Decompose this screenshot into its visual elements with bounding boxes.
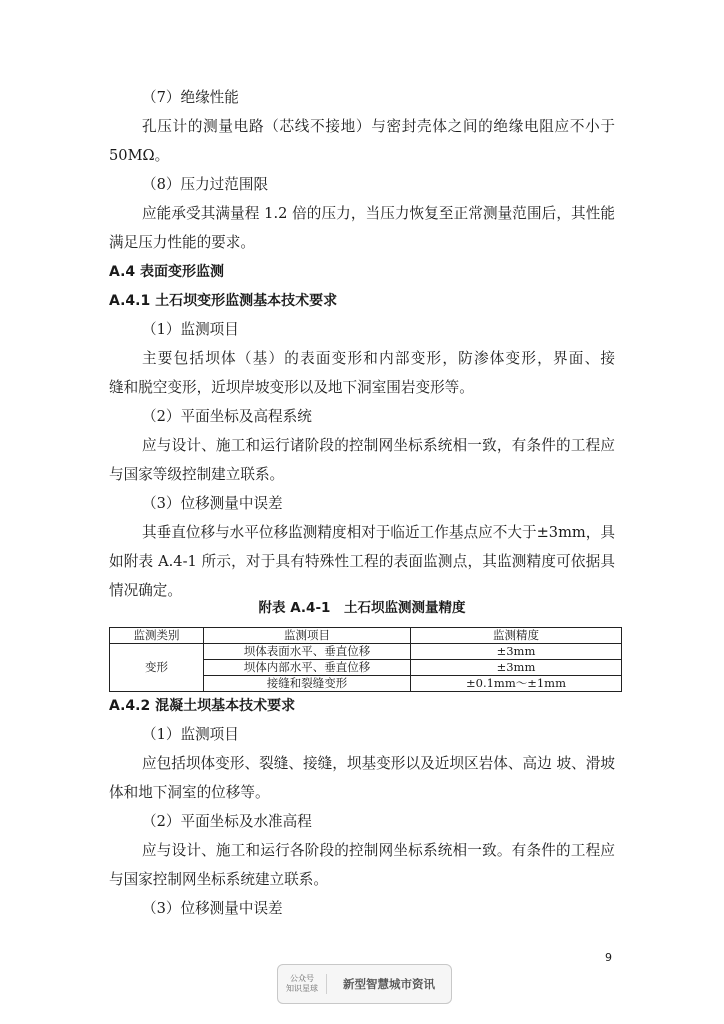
- paragraph-heading: （2）平面坐标及高程系统: [142, 408, 312, 425]
- table-cell: 坝体表面水平、垂直位移: [204, 644, 411, 660]
- paragraph-line: 主要包括坝体（基）的表面变形和内部变形，防渗体变形，界面、接: [142, 350, 615, 367]
- paragraph-line: 缝和脱空变形，近坝岸坡变形以及地下洞室围岩变形等。: [109, 379, 474, 396]
- page-number: 9: [605, 951, 612, 964]
- paragraph-line: 应能承受其满量程 1.2 倍的压力，当压力恢复至正常测量范围后，其性能: [142, 205, 615, 222]
- table-cell: ±3mm: [411, 660, 622, 676]
- paragraph-line: 如附表 A.4-1 所示，对于具有特殊性工程的表面监测点，其监测精度可依据具: [109, 553, 615, 570]
- table-row: [110, 644, 622, 660]
- watermark-small-text: 公众号: [290, 974, 314, 983]
- table-header-row: [110, 628, 622, 644]
- table-header-cell: 监测类别: [110, 628, 204, 644]
- precision-table: [109, 627, 622, 692]
- table-header-cell: 监测精度: [411, 628, 622, 644]
- paragraph-heading: （1）监测项目: [142, 726, 239, 743]
- subsection-heading: A.4.2 混凝土坝基本技术要求: [109, 698, 296, 714]
- paragraph-line: 孔压计的测量电路（芯线不接地）与密封壳体之间的绝缘电阻应不小于: [142, 118, 615, 135]
- paragraph-line: 与国家等级控制建立联系。: [109, 466, 285, 483]
- paragraph-heading: （2）平面坐标及水准高程: [142, 813, 312, 830]
- section-heading: A.4 表面变形监测: [109, 264, 225, 280]
- table-header-cell: 监测项目: [204, 628, 411, 644]
- paragraph-line: 满足压力性能的要求。: [109, 234, 255, 251]
- paragraph-line: 应与设计、施工和运行各阶段的控制网坐标系统相一致。有条件的工程应: [142, 842, 615, 859]
- paragraph-line: 与国家控制网坐标系统建立联系。: [109, 871, 328, 888]
- paragraph-line: 应与设计、施工和运行诸阶段的控制网坐标系统相一致，有条件的工程应: [142, 437, 615, 454]
- paragraph-line: 体和地下洞室的位移等。: [109, 784, 270, 801]
- paragraph-heading: （3）位移测量中误差: [142, 900, 283, 917]
- table-cell: ±0.1mm～±1mm: [411, 676, 622, 692]
- table-cell: 接缝和裂缝变形: [204, 676, 411, 692]
- watermark-title: 新型智慧城市资讯: [343, 977, 435, 991]
- table-caption: 附表 A.4-1 土石坝监测测量精度: [258, 600, 466, 616]
- paragraph-line: 50MΩ。: [109, 147, 170, 164]
- watermark: [277, 964, 452, 1004]
- paragraph-heading: （7）绝缘性能: [142, 89, 239, 106]
- paragraph-heading: （8）压力过范围限: [142, 176, 269, 193]
- watermark-small-text: 知识星球: [286, 984, 318, 993]
- paragraph-line: 情况确定。: [109, 582, 182, 599]
- table-category-cell: 变形: [110, 644, 204, 692]
- watermark-label: [278, 974, 327, 994]
- table-cell: 坝体内部水平、垂直位移: [204, 660, 411, 676]
- paragraph-line: 其垂直位移与水平位移监测精度相对于临近工作基点应不大于±3mm，具: [142, 524, 615, 541]
- paragraph-heading: （1）监测项目: [142, 321, 239, 338]
- paragraph-line: 应包括坝体变形、裂缝、接缝，坝基变形以及近坝区岩体、高边 坡、滑坡: [142, 755, 615, 772]
- subsection-heading: A.4.1 土石坝变形监测基本技术要求: [109, 293, 338, 309]
- paragraph-heading: （3）位移测量中误差: [142, 495, 283, 512]
- table-cell: ±3mm: [411, 644, 622, 660]
